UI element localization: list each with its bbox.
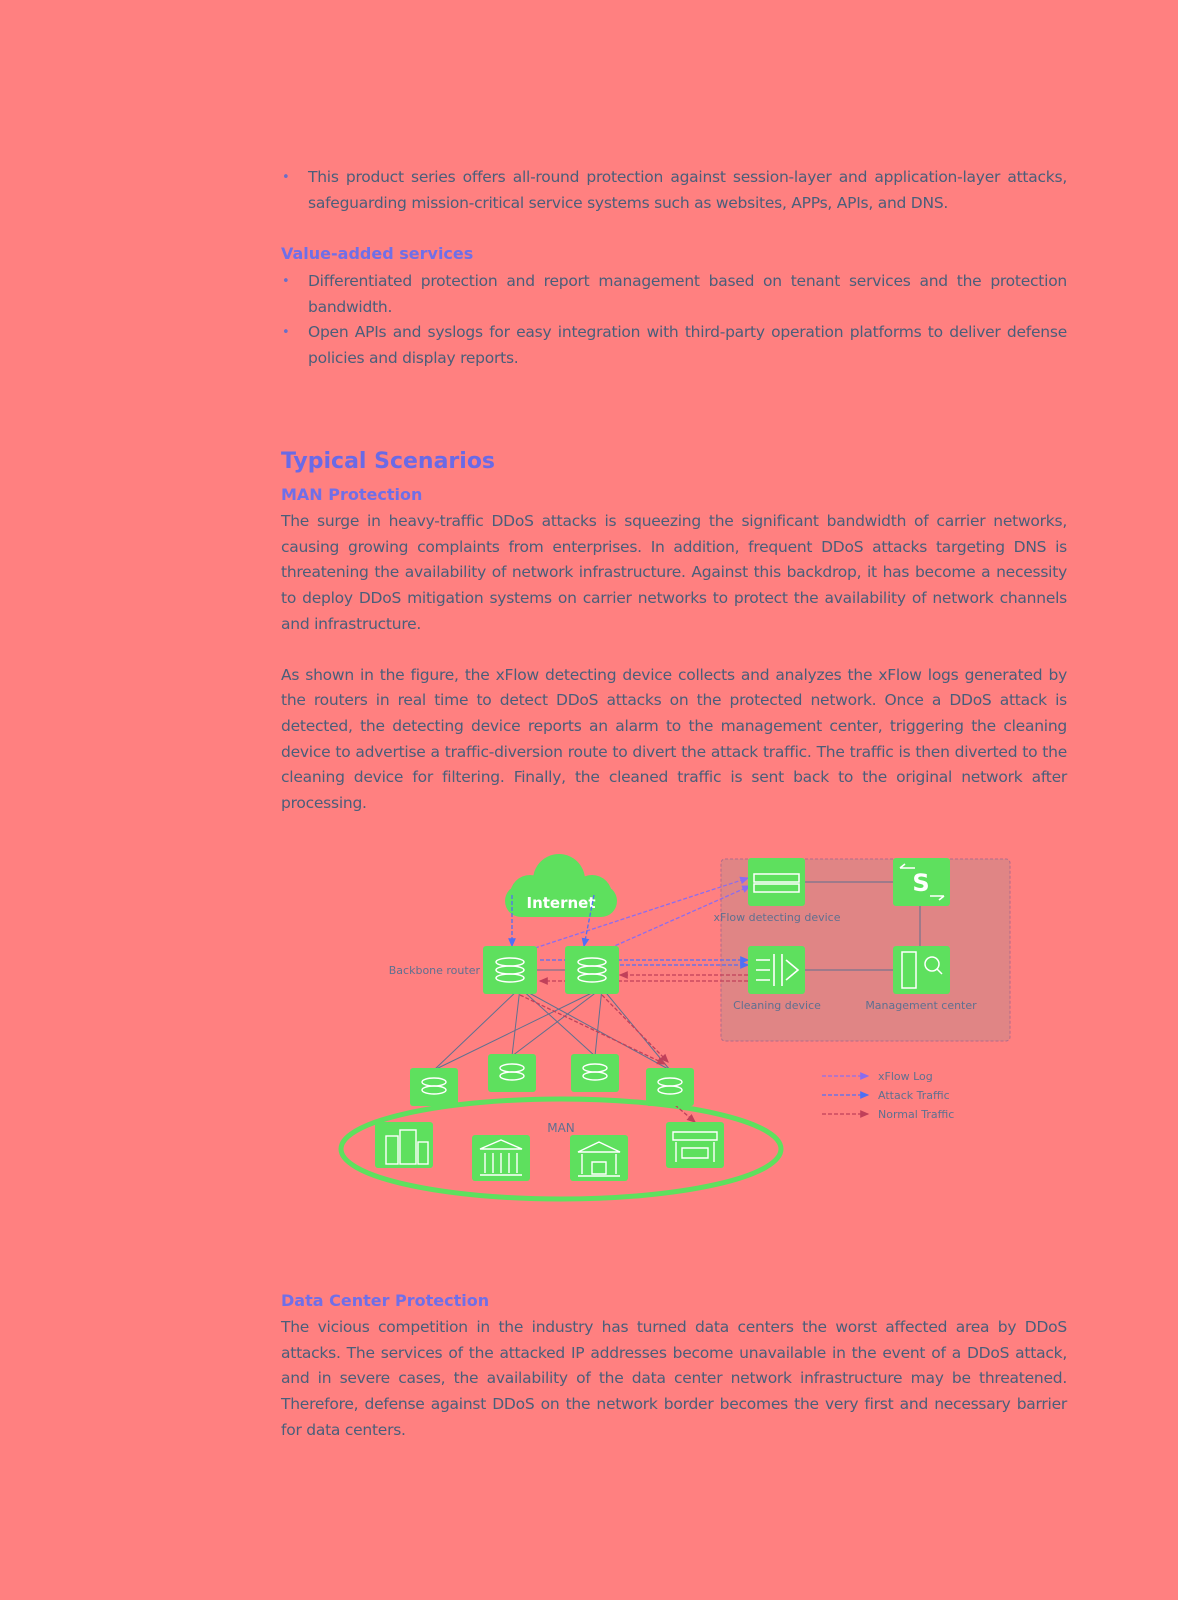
dc-section [281,1290,1067,1444]
cleaning-device-label: Cleaning device [733,999,821,1012]
svg-text:S: S [912,869,930,897]
list-item [281,320,1067,371]
intro-bullet-text: This product series offers all-round protection against session-layer and application-layer attacks, safeguarding mission-critical service systems such as websites, APPs, APIs, and DNS. [308,168,1067,212]
government-building-icon [570,1135,628,1181]
value-added-item: Open APIs and syslogs for easy integration with third-party operation platforms to deliver defense policies and display reports. [308,323,1067,368]
shop-building-icon [666,1122,724,1168]
man-paragraph-1: The surge in heavy-traffic DDoS attacks is squeezing the significant bandwidth of carrier networks, causing growing complaints from enterprises. In addition, frequent DDoS attacks targeting DNS is threatening the availability of network infrastructure. Against this backdrop, it has become a necessity to deploy DDoS mitigation systems on carrier networks to protect the availability of network channels and infrastructure. [281,512,1067,633]
backbone-router-label: Backbone router [388,964,480,977]
value-added-item: Differentiated protection and report management based on tenant services and the protection bandwidth. [308,272,1067,316]
management-center-label: Management center [865,999,977,1012]
bullet-dot: • [282,274,290,289]
dc-paragraph: The vicious competition in the industry has turned data centers the worst affected area by DDoS attacks. The services of the attacked IP addresses become unavailable in the event of a DDoS attack, and in severe cases, the availability of the data center network infrastructure may be threatened. Therefore, defense against DDoS on the network border becomes the very first and necessary barrier for data centers. [281,1318,1067,1439]
scenarios-section [281,447,1067,817]
cleaning-device-icon [748,946,805,994]
internet-label: Internet [526,894,596,912]
man-router-icon [646,1068,694,1106]
bank-building-icon [472,1135,530,1181]
management-center-icon [893,946,950,994]
xflow-device-label: xFlow detecting device [713,911,841,924]
value-added-heading: Value-added services [281,244,474,263]
backbone-router-icon [565,946,619,994]
man-paragraph-2: As shown in the figure, the xFlow detecting device collects and analyzes the xFlow logs generated by the routers in real time to detect DDoS attacks on the protected network. Once a DDoS attack is detected, the detecting device reports an alarm to the management center, triggering the cleaning device to advertise a traffic-diversion route to divert the attack traffic. The traffic is then diverted to the cleaning device for filtering. Finally, the cleaned traffic is sent back to the original network after processing. [281,665,1067,813]
backbone-router-icon [483,946,537,994]
man-router-icon [488,1054,536,1092]
mesh-links [434,970,670,1070]
legend [822,1070,954,1121]
legend-xflow-log: xFlow Log [878,1070,933,1083]
list-item [281,165,1067,216]
internet-cloud [505,854,617,917]
office-building-icon [375,1122,433,1168]
bullet-dot: • [282,170,290,185]
intro-section [281,165,1067,216]
man-router-icon [410,1068,458,1106]
bullet-dot: • [282,325,290,341]
man-label: MAN [547,1121,575,1135]
man-protection-heading: MAN Protection [281,485,423,504]
xflow-detecting-device-icon [748,858,805,906]
typical-scenarios-heading: Typical Scenarios [281,449,496,474]
man-protection-diagram [330,840,1030,1210]
switch-icon [893,858,950,906]
legend-normal-traffic: Normal Traffic [878,1108,955,1121]
list-item [281,269,1067,320]
man-router-icon [571,1054,619,1092]
legend-attack-traffic: Attack Traffic [878,1089,950,1102]
dc-protection-heading: Data Center Protection [281,1291,490,1310]
value-added-section [281,243,1067,372]
